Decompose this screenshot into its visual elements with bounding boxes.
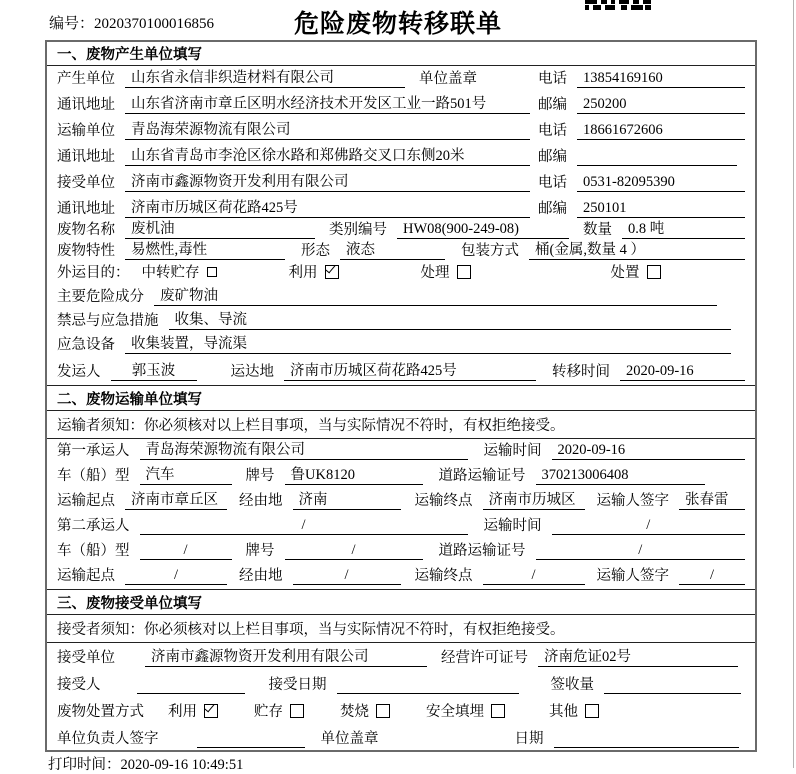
row-transporter: [47, 118, 755, 144]
row-hazard: [47, 286, 755, 310]
receiver-label: 接受单位: [57, 175, 115, 191]
route2-via-label: 经由地: [239, 568, 283, 584]
purpose-option-transfer: [142, 261, 217, 282]
route2-start-label: 运输起点: [57, 568, 115, 584]
road-permit2-label: 道路运输证号: [438, 543, 526, 559]
waste-qty-label: 数量: [583, 222, 612, 238]
waste-form-label: 形态: [301, 243, 330, 259]
purpose-option-dispose-label: 处置: [610, 265, 640, 281]
unit-seal-label: 单位盖章: [320, 731, 379, 747]
producer-tel-value: 13854169160: [577, 70, 745, 88]
vehicle1-value: 汽车: [140, 463, 232, 485]
route2-sign-label: 运输人签字: [596, 568, 669, 584]
plate1-value: 鲁UK8120: [285, 463, 423, 485]
waste-property-label: 废物特性: [57, 243, 115, 259]
section2-notice: 运输者须知：你必须核对以上栏目事项，当与实际情况不符时，有权拒绝接受。: [47, 411, 755, 439]
purpose-option-treat-label: 处理: [420, 265, 450, 281]
transporter-value: 青岛海荣源物流有限公司: [125, 118, 530, 140]
sign-date-label: 日期: [514, 731, 544, 747]
plate2-label: 牌号: [245, 543, 275, 559]
accept-person-label: 接受人: [57, 677, 101, 693]
plate1-label: 牌号: [245, 468, 275, 484]
purpose-option-treat: [421, 261, 471, 282]
taboo-label: 禁忌与应急措施: [57, 313, 159, 329]
producer-address-label: 通讯地址: [57, 97, 115, 113]
carrier2-time-value: /: [552, 517, 746, 535]
waste-category-label: 类别编号: [329, 222, 387, 238]
row-route1: [47, 489, 755, 514]
disposal-other-label: 其他: [549, 704, 578, 720]
equipment-label: 应急设备: [57, 337, 115, 353]
producer-label: 产生单位: [57, 71, 115, 87]
row-carrier1: [47, 439, 755, 464]
row-responsible-sign: [47, 725, 755, 752]
route1-end-value: 济南市历城区: [483, 488, 585, 510]
disposal-use-checkbox: [204, 704, 218, 718]
row-receiver: [47, 170, 755, 196]
disposal-burn-label: 焚烧: [340, 704, 369, 720]
print-time: [48, 753, 243, 774]
purpose-transfer-checkbox: [207, 267, 217, 277]
transporter-zip-label: 邮编: [538, 149, 567, 165]
waste-pack-value: 桶(金属,数量 4 ）: [529, 238, 745, 260]
print-time-value: 2020-09-16 10:49:51: [120, 757, 244, 773]
carrier2-value: /: [140, 517, 468, 535]
dispatcher-label: 发运人: [57, 364, 101, 380]
producer-zip-value: 250200: [577, 96, 745, 114]
waste-property-value: 易燃性,毒性: [125, 238, 285, 260]
sign-date-value: [554, 747, 740, 748]
equipment-value: 收集装置，导流渠: [125, 332, 731, 354]
taboo-value: 收集、导流: [169, 308, 732, 330]
carrier1-value: 青岛海荣源物流有限公司: [140, 438, 468, 460]
receipt-qty-label: 签收量: [550, 677, 594, 693]
waste-category-value: HW08(900-249-08): [397, 221, 569, 239]
disposal-use-label: 利用: [168, 704, 197, 720]
purpose-dispose-checkbox: [647, 265, 661, 279]
disposal-other-checkbox: [585, 704, 599, 718]
route1-sign-value: 张春雷: [679, 488, 745, 510]
receiver-tel-label: 电话: [538, 175, 567, 191]
route1-start-label: 运输起点: [57, 493, 115, 509]
page-title: 危险废物转移联单: [293, 10, 502, 38]
transporter-tel-label: 电话: [538, 123, 567, 139]
row-producer: [47, 66, 755, 92]
receiver-value: 济南市鑫源物资开发利用有限公司: [125, 170, 530, 192]
disposal-option-other: [549, 700, 599, 721]
route2-end-label: 运输终点: [414, 568, 473, 584]
accept-person-value: [137, 693, 245, 694]
disposal-option-use: [168, 700, 218, 721]
carrier1-time-value: 2020-09-16: [552, 442, 746, 460]
transporter-address-label: 通讯地址: [57, 149, 115, 165]
document-number-label: 编号：: [49, 16, 95, 32]
producer-seal-label: 单位盖章: [419, 71, 477, 87]
destination-value: 济南市历城区荷花路425号: [284, 359, 536, 381]
transporter-label: 运输单位: [57, 123, 115, 139]
producer-address-value: 山东省济南市章丘区明水经济技术开发区工业一路501号: [125, 92, 530, 114]
waste-qty-value: 0.8 吨: [622, 217, 745, 239]
disposal-option-landfill: [426, 700, 505, 721]
disposal-option-store: [254, 700, 304, 721]
receiver-address-label: 通讯地址: [57, 201, 115, 217]
route1-end-label: 运输终点: [414, 493, 473, 509]
plate2-value: /: [285, 542, 423, 560]
route1-via-label: 经由地: [239, 493, 283, 509]
waste-pack-label: 包装方式: [461, 243, 519, 259]
accept-date-value: [337, 693, 519, 694]
transfer-time-value: 2020-09-16: [620, 363, 745, 381]
purpose-option-use: [289, 261, 339, 282]
purpose-treat-checkbox: [457, 265, 471, 279]
row-vehicle1: [47, 464, 755, 489]
route2-via-value: /: [293, 567, 401, 585]
route2-start-value: /: [125, 567, 227, 585]
producer-zip-label: 邮编: [538, 97, 567, 113]
document-number-value: 2020370100016856: [94, 16, 215, 32]
disposal-landfill-checkbox: [491, 704, 505, 718]
carrier2-time-label: 运输时间: [483, 518, 542, 534]
transporter-tel-value: 18661672606: [577, 122, 745, 140]
waste-name-value: 废机油: [125, 217, 315, 239]
manifest-form: [45, 40, 757, 752]
qr-code-fragment-icon: [585, 0, 651, 10]
hazard-label: 主要危险成分: [57, 289, 144, 305]
transporter-address-value: 山东省青岛市李沧区徐水路和郑佛路交叉口东侧20米: [125, 144, 530, 166]
disposal-store-label: 贮存: [254, 704, 283, 720]
receiver-zip-value: 250101: [577, 200, 745, 218]
route2-sign-value: /: [679, 567, 745, 585]
disposal-store-checkbox: [290, 704, 304, 718]
purpose-option-use-label: 利用: [288, 265, 318, 281]
row-equipment: [47, 334, 755, 358]
producer-tel-label: 电话: [538, 71, 567, 87]
waste-name-label: 废物名称: [57, 222, 115, 238]
row-purpose: [47, 264, 755, 286]
section3-notice: 接受者须知：你必须核对以上栏目事项，当与实际情况不符时，有权拒绝接受。: [47, 615, 755, 643]
receiver-address-value: 济南市历城区荷花路425号: [125, 196, 530, 218]
vehicle2-label: 车（船）型: [57, 543, 130, 559]
purpose-use-checkbox: [325, 265, 339, 279]
responsible-sign-value: [197, 747, 305, 748]
carrier2-label: 第二承运人: [57, 518, 130, 534]
route2-end-value: /: [483, 567, 585, 585]
row-accept-unit: [47, 643, 755, 671]
section1-title: 一、废物产生单位填写: [47, 42, 755, 66]
hazard-value: 废矿物油: [154, 284, 717, 306]
row-producer-address: [47, 92, 755, 118]
accept-unit-value: 济南市鑫源物资开发利用有限公司: [145, 645, 427, 667]
purpose-option-dispose: [611, 261, 661, 282]
row-vehicle2: [47, 539, 755, 564]
vehicle1-label: 车（船）型: [57, 468, 130, 484]
section3-title: 三、废物接受单位填写: [47, 589, 755, 615]
transporter-zip-value: [577, 165, 737, 166]
row-transporter-address: [47, 144, 755, 170]
route1-start-value: 济南市章丘区: [125, 488, 227, 510]
vehicle2-value: /: [140, 542, 232, 560]
purpose-label: 外运目的：: [57, 265, 130, 281]
row-dispatch: [47, 358, 755, 385]
section2-title: 二、废物运输单位填写: [47, 385, 755, 411]
road-permit2-value: /: [536, 542, 746, 560]
receiver-zip-label: 邮编: [538, 201, 567, 217]
row-accept-person: [47, 671, 755, 698]
dispatcher-value: 郭玉波: [111, 359, 197, 381]
disposal-label: 废物处置方式: [57, 704, 144, 720]
disposal-burn-checkbox: [376, 704, 390, 718]
row-route2: [47, 564, 755, 589]
receipt-qty-value: [604, 693, 741, 694]
row-taboo: [47, 310, 755, 334]
carrier1-time-label: 运输时间: [483, 443, 542, 459]
accept-date-label: 接受日期: [268, 677, 327, 693]
receiver-tel-value: 0531-82095390: [577, 174, 745, 192]
license-label: 经营许可证号: [441, 650, 528, 666]
carrier1-label: 第一承运人: [57, 443, 130, 459]
print-time-label: 打印时间：: [48, 757, 121, 773]
disposal-option-burn: [340, 700, 390, 721]
route1-sign-label: 运输人签字: [596, 493, 669, 509]
producer-value: 山东省永信非织造材料有限公司: [125, 66, 405, 88]
row-disposal: [47, 698, 755, 725]
destination-label: 运达地: [230, 364, 274, 380]
license-value: 济南危证02号: [538, 645, 738, 667]
disposal-landfill-label: 安全填埋: [426, 704, 484, 720]
road-permit1-label: 道路运输证号: [438, 468, 526, 484]
row-carrier2: [47, 514, 755, 539]
purpose-option-transfer-label: 中转贮存: [141, 265, 200, 281]
route1-via-value: 济南: [293, 488, 401, 510]
transfer-time-label: 转移时间: [552, 364, 610, 380]
waste-form-value: 液态: [340, 238, 445, 260]
page-edge-line: [793, 0, 794, 768]
responsible-sign-label: 单位负责人签字: [57, 731, 159, 747]
road-permit1-value: 370213006408: [536, 467, 706, 485]
accept-unit-label: 接受单位: [57, 650, 115, 666]
